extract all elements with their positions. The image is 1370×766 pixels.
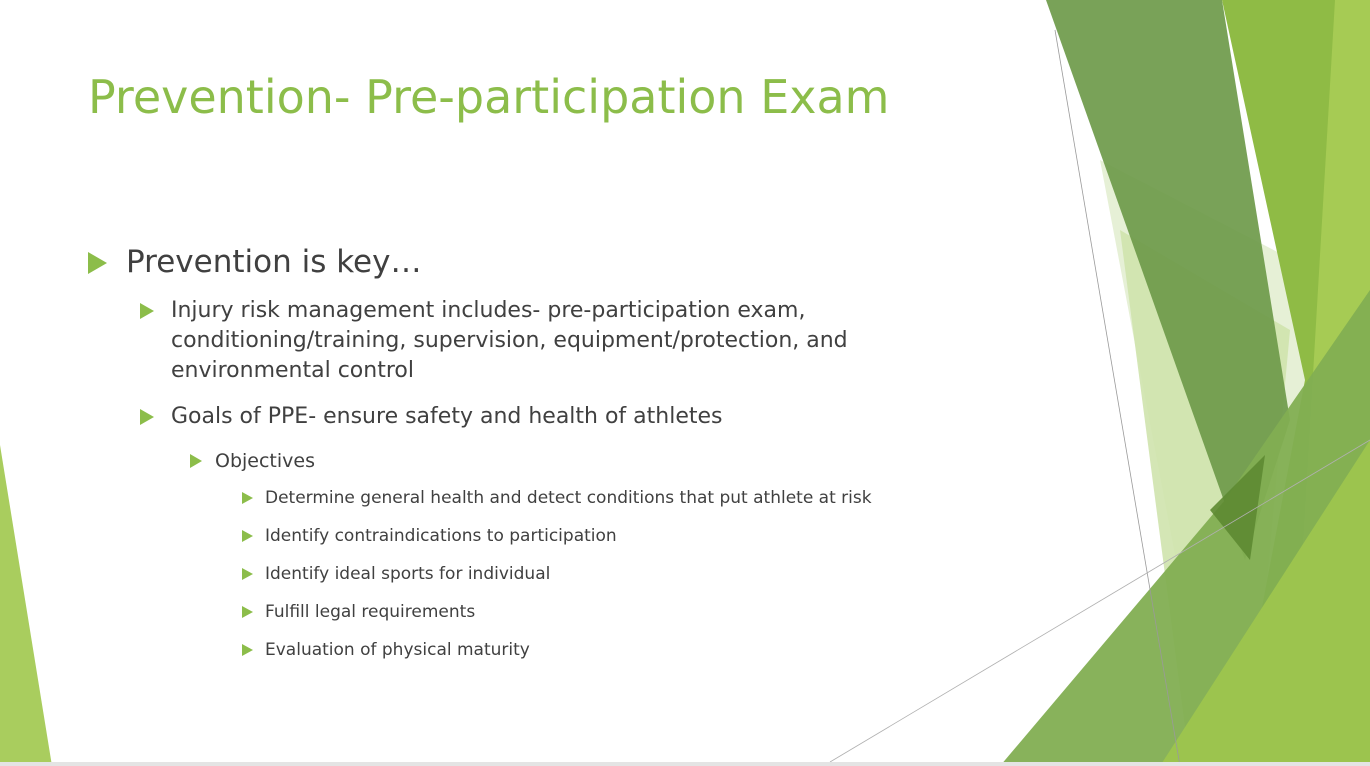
- bullet-arrow-icon: [242, 644, 253, 656]
- bullet-arrow-icon: [242, 568, 253, 580]
- objective-item: [242, 524, 988, 548]
- objective-item: [242, 562, 988, 586]
- bullet-arrow-icon: [190, 454, 202, 468]
- nested-container: [140, 448, 988, 662]
- objective-item: [242, 486, 988, 510]
- objective-text: Fulfill legal requirements: [265, 602, 476, 622]
- objective-text: Evaluation of physical maturity: [265, 640, 530, 660]
- bullet-text: Goals of PPE- ensure safety and health of athletes: [171, 404, 723, 429]
- objective-item: [242, 600, 988, 624]
- bullet-objectives: [190, 448, 988, 474]
- left-green-sliver: [0, 445, 52, 766]
- bullet-list-level-1: [88, 240, 988, 284]
- objective-text: Identify ideal sports for individual: [265, 564, 551, 584]
- bullet-arrow-icon: [140, 303, 154, 319]
- objective-text: Determine general health and detect conditions that put athlete at risk: [265, 488, 872, 508]
- slide-title: Prevention- Pre-participation Exam: [88, 70, 890, 124]
- bullet-list-level-4: [242, 486, 988, 662]
- nested-lists: [140, 448, 988, 662]
- bullet-line: conditioning/training, supervision, equipment/protection, and: [171, 328, 848, 353]
- bullet-arrow-icon: [242, 530, 253, 542]
- bullet-injury-risk: [140, 296, 988, 386]
- bullet-arrow-icon: [242, 606, 253, 618]
- bullet-text: Prevention is key…: [126, 244, 422, 280]
- bullet-arrow-icon: [242, 492, 253, 504]
- bullet-arrow-icon: [140, 409, 154, 425]
- level-4-wrapper: [190, 486, 988, 662]
- bullet-list-level-2: [140, 296, 988, 432]
- objective-text: Identify contraindications to participation: [265, 526, 617, 546]
- objective-item: [242, 638, 988, 662]
- bottom-border: [0, 762, 1370, 766]
- bullet-list-level-3: [190, 448, 988, 474]
- bullet-text: Objectives: [215, 450, 315, 472]
- bullet-goals-ppe: [140, 402, 988, 432]
- bullet-prevention-key: [88, 240, 988, 284]
- level-4-container: [190, 486, 988, 662]
- bullet-arrow-icon: [88, 252, 107, 274]
- slide-content: [88, 240, 988, 676]
- bullet-line: Injury risk management includes- pre-participation exam,: [171, 298, 806, 323]
- bullet-line: environmental control: [171, 358, 414, 383]
